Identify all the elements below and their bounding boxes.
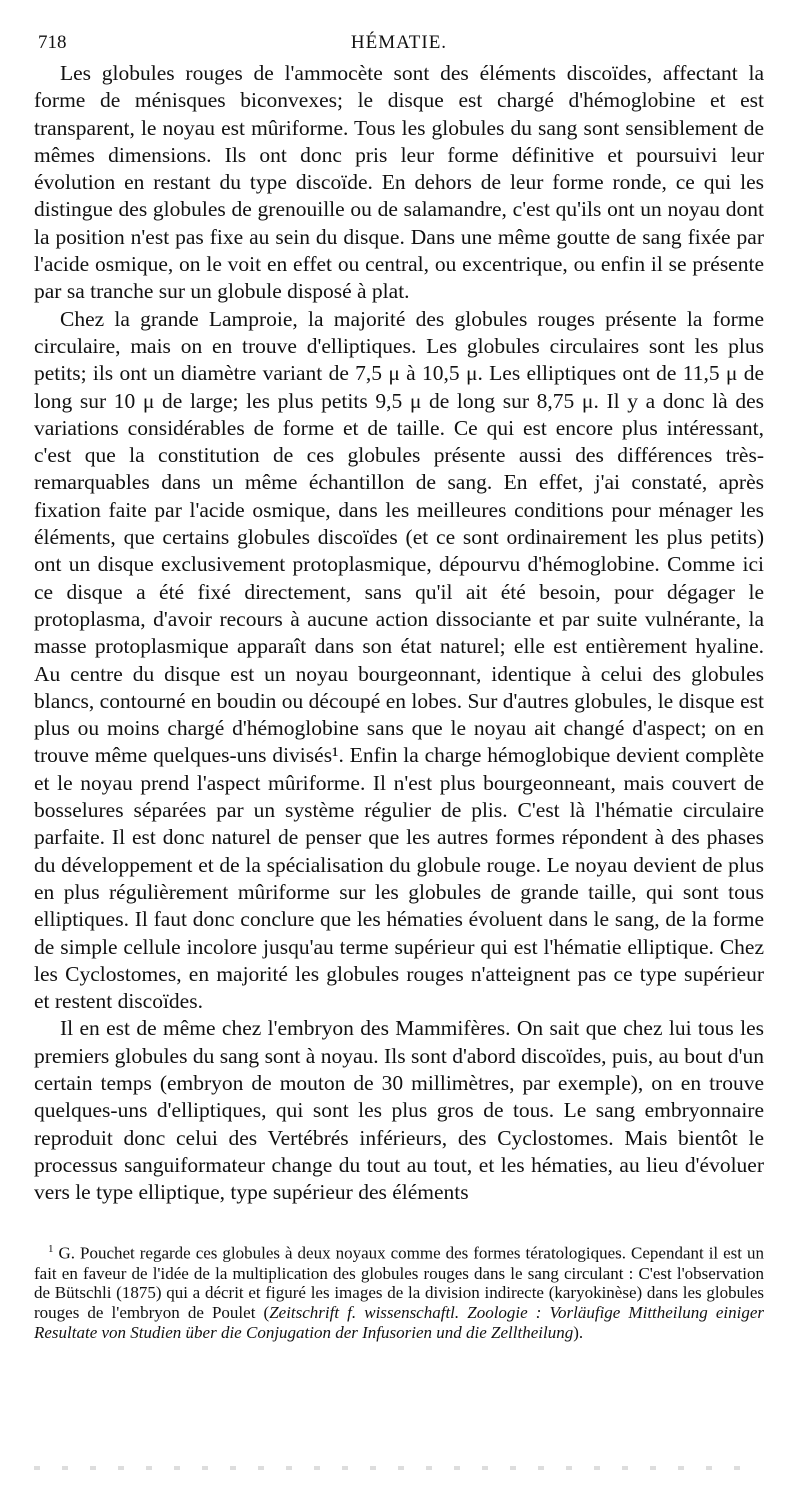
footnotes: [34, 1240, 764, 1342]
running-head: [34, 28, 764, 60]
scan-artifact-line: [34, 1466, 759, 1470]
footnote-text: G. Pouchet regarde ces globules à deux noyaux comme des formes tératologiques. Cependant il est un fait en faveur de l'idée de la multiplication des globules rouges dans le sang circulant : C'est l'observation de Bütschli (1875) qui a décrit et figuré les images de la division indirecte (karyokinèse) dans les globules rouges de l'embryon de Poulet (: [34, 1244, 765, 1322]
paragraph-ammocete: Les globules rouges de l'ammocète sont des éléments discoïdes, affectant la forme de ménisques biconvexes; le disque est chargé d'hémoglobine et est transparent, le noyau est mûriforme. Tous les globules du sang sont sensiblement de mêmes dimensions. Ils ont donc pris leur forme définitive et poursuivi leur évolution en restant du type discoïde. En dehors de leur forme ronde, ce qui les distingue des globules de grenouille ou de salamandre, c'est qu'ils ont un noyau dont la position n'est pas fixe au sein du disque. Dans une même goutte de sang fixée par l'acide osmique, on le voit en effet ou central, ou excentrique, ou enfin il se présente par sa tranche sur un globule disposé à plat.: [34, 61, 764, 304]
paragraph-mammiferes: Il en est de même chez l'embryon des Mammifères. On sait que chez lui tous les premiers globules du sang sont à noyau. Ils sont d'abord discoïdes, puis, au bout d'un certain temps (embryon de mouton de 30 millimètres, par exemple), on en trouve quelques-uns d'elliptiques, qui sont les plus gros de tous. Le sang embryonnaire reproduit donc celui des Vertébrés inférieurs, des Cyclostomes. Mais bientôt le processus sanguiformateur change du tout au tout, et les hématies, au lieu d'évoluer vers le type elliptique, type supérieur des éléments: [34, 1016, 764, 1205]
footnote-end: ).: [573, 1322, 584, 1342]
page-number: 718: [38, 32, 67, 53]
footnote-citation: Zeitschrift f. wissenschaftl. Zoologie : Vorläufige Mittheilung einiger Resultate von Studien über die Conjugation der Infusorien und die Zelltheilung: [34, 1302, 764, 1342]
footnote-1: [34, 1240, 764, 1342]
running-title: HÉMATIE.: [350, 32, 448, 53]
paragraph-lamproie: Chez la grande Lamproie, la majorité des globules rouges présente la forme circulaire, mais on en trouve d'elliptiques. Les globules circulaires sont les plus petits; ils ont un diamètre variant de 7,5 μ à 10,5 μ. Les elliptiques ont de 11,5 μ de long sur 10 μ de large; les plus petits 9,5 μ de long sur 8,75 μ. Il y a donc là des variations considérables de forme et de taille. Ce qui est encore plus intéressant, c'est que la constitution de ces globules présente aussi des différences très-remarquables dans un même échantillon de sang. En effet, j'ai constaté, après fixation faite par l'acide osmique, dans les meilleures conditions pour ménager les éléments, que certains globules discoïdes (et ce sont ordinairement les plus petits) ont un disque exclusivement protoplasmique, dépourvu d'hémoglobine. Comme ici ce disque a été fixé directement, sans qu'il ait été besoin, pour dégager le protoplasma, d'avoir recours à aucune action dissociante et par suite vulnérante, la masse protoplasmique apparaît dans son état naturel; elle est entièrement hyaline. Au centre du disque est un noyau bourgeonnant, identique à celui des globules blancs, contourné en boudin ou découpé en lobes. Sur d'autres globules, le disque est plus ou moins chargé d'hémoglobine sans que le noyau ait changé d'aspect; on en trouve même quelques-uns divisés¹. Enfin la charge hémoglobique devient complète et le noyau prend l'aspect mûriforme. Il n'est plus bourgeonneant, mais couvert de bosselures séparées par un système régulier de plis. C'est là l'hématie circulaire parfaite. Il est donc naturel de penser que les autres formes répondent à des phases du développement et de la spécialisation du globule rouge. Le noyau devient de plus en plus régulièrement mûriforme sur les globules de grande taille, qui sont tous elliptiques. Il faut donc conclure que les hématies évoluent dans le sang, de la forme de simple cellule incolore jusqu'au terme supérieur qui est l'hématie elliptique. Chez les Cyclostomes, en majorité les globules rouges n'atteignent pas ce type supérieur et restent discoïdes.: [34, 306, 764, 1014]
body-text: [34, 60, 764, 1206]
footnote-mark: 1: [48, 1243, 54, 1256]
page: [34, 28, 764, 1342]
